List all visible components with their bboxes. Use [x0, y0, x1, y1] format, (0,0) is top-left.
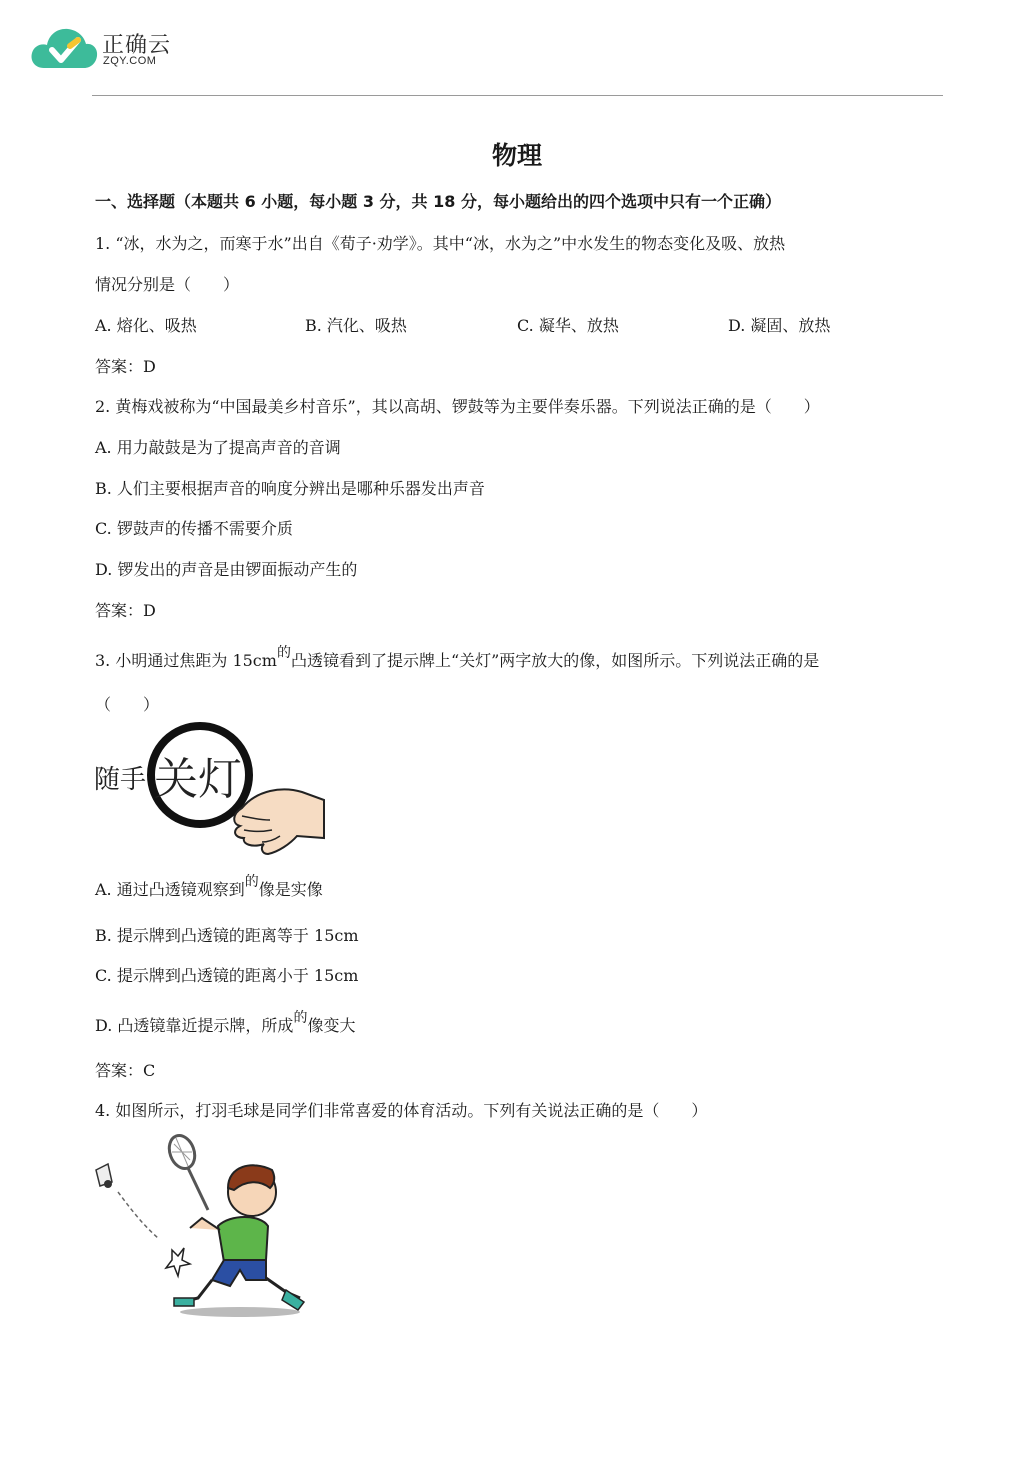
q1-stem-line2: 情况分别是（ ） — [95, 275, 240, 294]
impact-icon — [166, 1248, 190, 1276]
racket-icon — [165, 1132, 208, 1210]
q4-stem: 4. 如图所示，打羽毛球是同学们非常喜爱的体育活动。下列有关说法正确的是（ ） — [95, 1101, 708, 1120]
header-divider — [92, 95, 943, 96]
logo-domain: ZQY.COM — [103, 55, 157, 67]
page-title: 物理 — [491, 141, 542, 170]
q2-option-a: A. 用力敲鼓是为了提高声音的音调 — [95, 438, 341, 457]
figure-small-text: 随手 — [94, 765, 147, 795]
q2-option-c: C. 锣鼓声的传播不需要介质 — [95, 519, 293, 538]
q3-option-b: B. 提示牌到凸透镜的距离等于 15cm — [95, 926, 359, 945]
q1-option-b: B. 汽化、吸热 — [305, 316, 407, 335]
q3-stem-line2: （ ） — [95, 695, 160, 714]
q3-answer: 答案：C — [95, 1061, 156, 1080]
q1-option-c: C. 凝华、放热 — [517, 316, 619, 335]
q1-stem-line1: 1. “冰，水为之，而寒于水”出自《荀子·劝学》。其中“冰，水为之”中水发生的物态变化及吸、放热 — [95, 234, 786, 253]
q3-option-a: A. 通过凸透镜观察到的像是实像 — [95, 874, 323, 899]
badminton-figure — [90, 1130, 310, 1320]
q2-option-d: D. 锣发出的声音是由锣面振动产生的 — [95, 560, 358, 579]
cloud-check-icon — [32, 29, 98, 68]
q2-option-b: B. 人们主要根据声音的响度分辨出是哪种乐器发出声音 — [95, 479, 485, 498]
logo-name: 正确云 — [102, 33, 172, 58]
q1-answer: 答案：D — [95, 357, 156, 376]
shuttlecock-icon — [96, 1164, 112, 1188]
q1-option-d: D. 凝固、放热 — [728, 316, 831, 335]
hand-icon — [234, 789, 324, 854]
section-heading: 一、选择题（本题共 6 小题，每小题 3 分，共 18 分，每小题给出的四个选项中只有一个正确） — [95, 192, 781, 211]
q3-option-c: C. 提示牌到凸透镜的距离小于 15cm — [95, 966, 359, 985]
q3-stem: 3. 小明通过焦距为 15cm的凸透镜看到了提示牌上“关灯”两字放大的像，如图所示。下列说法正确的是 — [95, 645, 820, 670]
figure-big-text: 关灯 — [154, 754, 242, 805]
magnifier-figure — [92, 720, 328, 860]
q1-option-a: A. 熔化、吸热 — [95, 316, 197, 335]
q2-stem: 2. 黄梅戏被称为“中国最美乡村音乐”，其以高胡、锣鼓等为主要伴奏乐器。下列说法正确的是（ ） — [95, 397, 820, 416]
q2-answer: 答案：D — [95, 601, 156, 620]
q3-option-d: D. 凸透镜靠近提示牌，所成的像变大 — [95, 1010, 356, 1035]
